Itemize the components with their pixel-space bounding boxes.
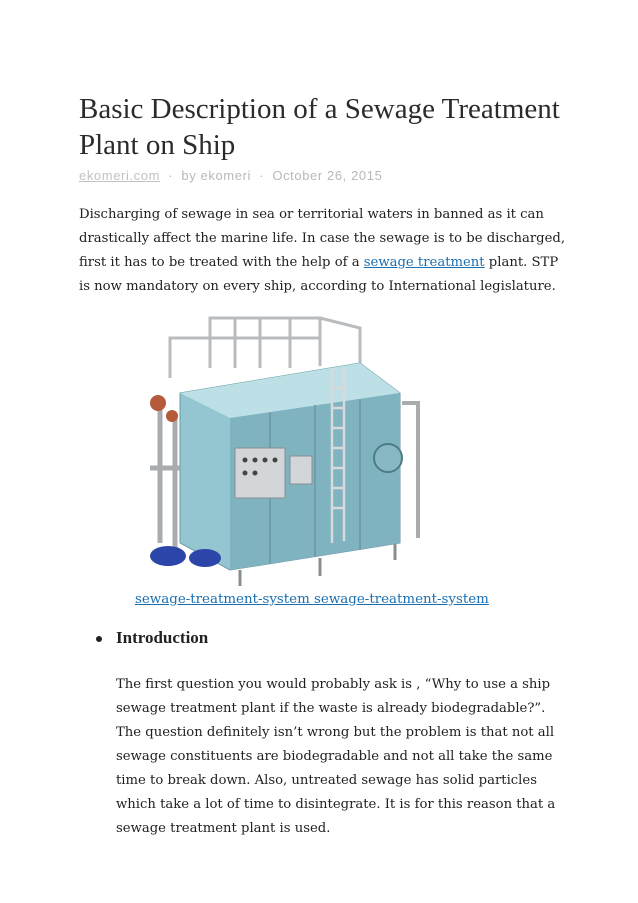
page-title: Basic Description of a Sewage Treatment Plant on Ship xyxy=(79,93,560,161)
sewage-plant-illustration xyxy=(140,308,440,592)
meta-author: ekomeri xyxy=(200,168,251,183)
list-bullet xyxy=(96,636,102,642)
meta-date: October 26, 2015 xyxy=(272,168,383,183)
article-meta xyxy=(79,168,382,183)
sewage-treatment-link[interactable]: sewage treatment xyxy=(363,255,485,270)
meta-by: by xyxy=(181,168,197,183)
sewage-plant-image xyxy=(140,308,440,592)
intro-paragraph xyxy=(79,203,569,299)
figure-caption[interactable]: sewage-treatment-system sewage-treatment-system xyxy=(135,592,489,607)
section-body: The first question you would probably ask is , “Why to use a ship sewage treatment plant if the waste is already biodegradable?”. The question definitely isn’t wrong but the problem is that not all sewage constituents are biodegradable and not all take the same time to break down. Also, untreated sewage has solid particles which take a lot of time to disintegrate. It is for this reason that a sewage treatment plant is used. xyxy=(116,677,556,836)
site-link[interactable]: ekomeri.com xyxy=(79,168,161,183)
intro-text-after: plant. STP is now mandatory on every ship, according to International legislature. xyxy=(79,255,559,294)
meta-separator: · xyxy=(168,168,174,183)
meta-separator: · xyxy=(259,168,265,183)
intro-text-before: Discharging of sewage in sea or territorial waters in banned as it can drastically affect the marine life. In case the sewage is to be discharged, first it has to be treated with the help of a xyxy=(79,207,566,270)
section-heading: Introduction xyxy=(116,628,209,647)
